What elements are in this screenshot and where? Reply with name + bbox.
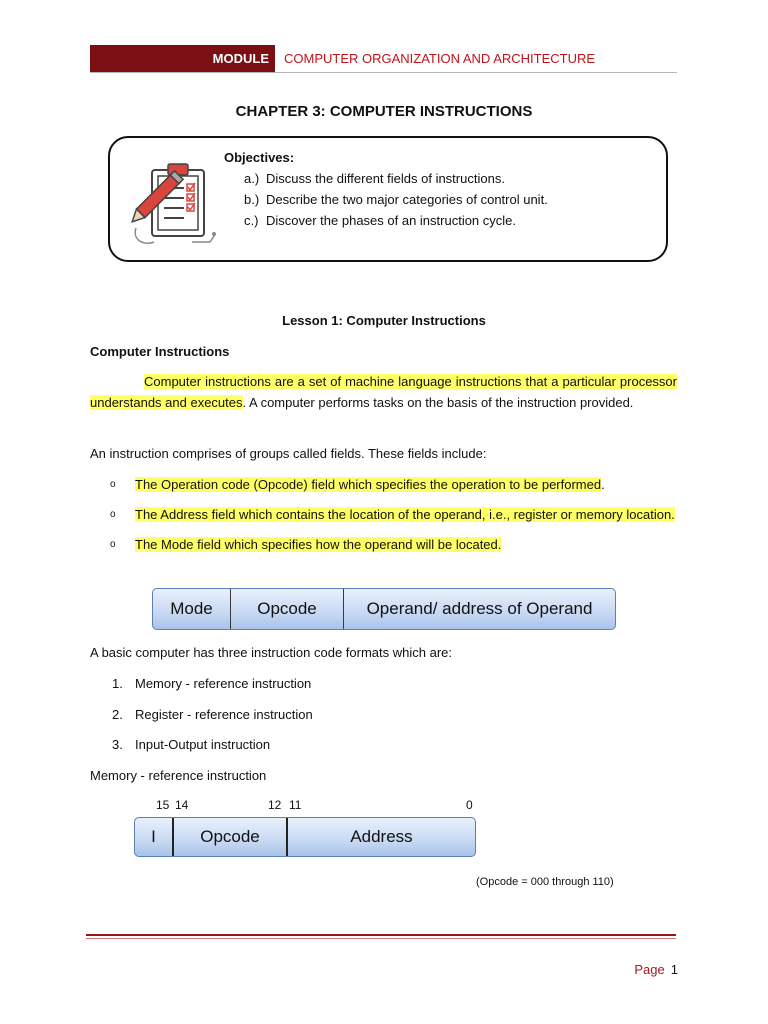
lesson-title: Lesson 1: Computer Instructions [282, 313, 486, 328]
field-rest: . [601, 477, 605, 492]
formats-intro: A basic computer has three instruction code formats which are: [90, 645, 453, 660]
objective-text: Discuss the different fields of instructions. [266, 171, 505, 186]
intro-rest: . A computer performs tasks on the basis of the instruction provided. [242, 394, 634, 410]
footer-rule-thin [86, 938, 676, 939]
list-number: 1. [112, 676, 123, 691]
intro-paragraph [90, 372, 677, 413]
fields-list [110, 475, 678, 555]
list-item [110, 475, 678, 495]
objective-marker: c.) [244, 213, 259, 228]
instruction-format-diagram [152, 588, 616, 630]
bit-label: 12 [268, 798, 282, 812]
list-number: 2. [112, 706, 123, 722]
page-number [634, 962, 678, 977]
field-highlight: The Operation code (Opcode) field which specifies the operation to be performed [135, 477, 602, 492]
bit-label: 14 [175, 798, 189, 812]
objective-text: Discover the phases of an instruction cycle. [266, 213, 517, 228]
section-title: Computer Instructions [90, 344, 230, 359]
mode-cell: Mode [153, 589, 231, 629]
bullet-marker: o [110, 479, 116, 490]
format-text: Register - reference instruction [135, 706, 313, 722]
objectives-heading: Objectives: [224, 150, 295, 165]
list-item [112, 676, 313, 707]
bit-label: 0 [466, 798, 473, 812]
page-label: Page [634, 962, 665, 977]
page-number-value: 1 [670, 962, 678, 977]
address-cell: Address [350, 827, 413, 846]
indirect-bit-cell: I [135, 818, 174, 856]
format-text: Memory - reference instruction [135, 676, 312, 691]
objective-item [244, 189, 548, 210]
list-item [110, 535, 678, 555]
objective-item [244, 168, 548, 189]
bullet-marker: o [110, 509, 116, 520]
module-header [90, 45, 677, 73]
module-label: MODULE [90, 45, 275, 72]
memory-reference-title: Memory - reference instruction [90, 768, 267, 783]
intro-highlight: Computer instructions are a set of machine language instructions that a particular processor understands and executes [90, 374, 677, 410]
bullet-marker: o [110, 539, 116, 550]
list-item [112, 707, 313, 738]
formats-list [112, 676, 313, 768]
bit-label: 11 [289, 798, 302, 812]
opcode-note: (Opcode = 000 through 110) [476, 876, 614, 888]
field-highlight: The Address field which contains the location of the operand, i.e., register or memory location. [135, 507, 675, 522]
bit-label: 15 [156, 798, 170, 812]
opcode-cell: Opcode [231, 589, 344, 629]
field-highlight: The Mode field which specifies how the operand will be located. [135, 537, 502, 552]
objectives-list [244, 168, 548, 231]
objective-item [244, 210, 548, 231]
format-text: Input-Output instruction [135, 737, 271, 752]
opcode-cell: Opcode [174, 818, 288, 856]
clipboard-checklist-icon [130, 162, 220, 250]
operand-cell: Operand/ address of Operand [366, 599, 593, 618]
footer-rule [86, 934, 676, 936]
course-title: COMPUTER ORGANIZATION AND ARCHITECTURE [284, 51, 596, 66]
fields-intro: An instruction comprises of groups called fields. These fields include: [90, 446, 487, 461]
memory-reference-diagram [134, 817, 476, 857]
list-item [110, 505, 678, 525]
list-item [112, 737, 313, 768]
objective-marker: a.) [244, 171, 260, 186]
objective-marker: b.) [244, 192, 260, 207]
objectives-box [108, 136, 668, 262]
objective-text: Describe the two major categories of control unit. [266, 192, 548, 207]
chapter-title: CHAPTER 3: COMPUTER INSTRUCTIONS [235, 103, 533, 120]
list-number: 3. [112, 737, 123, 752]
